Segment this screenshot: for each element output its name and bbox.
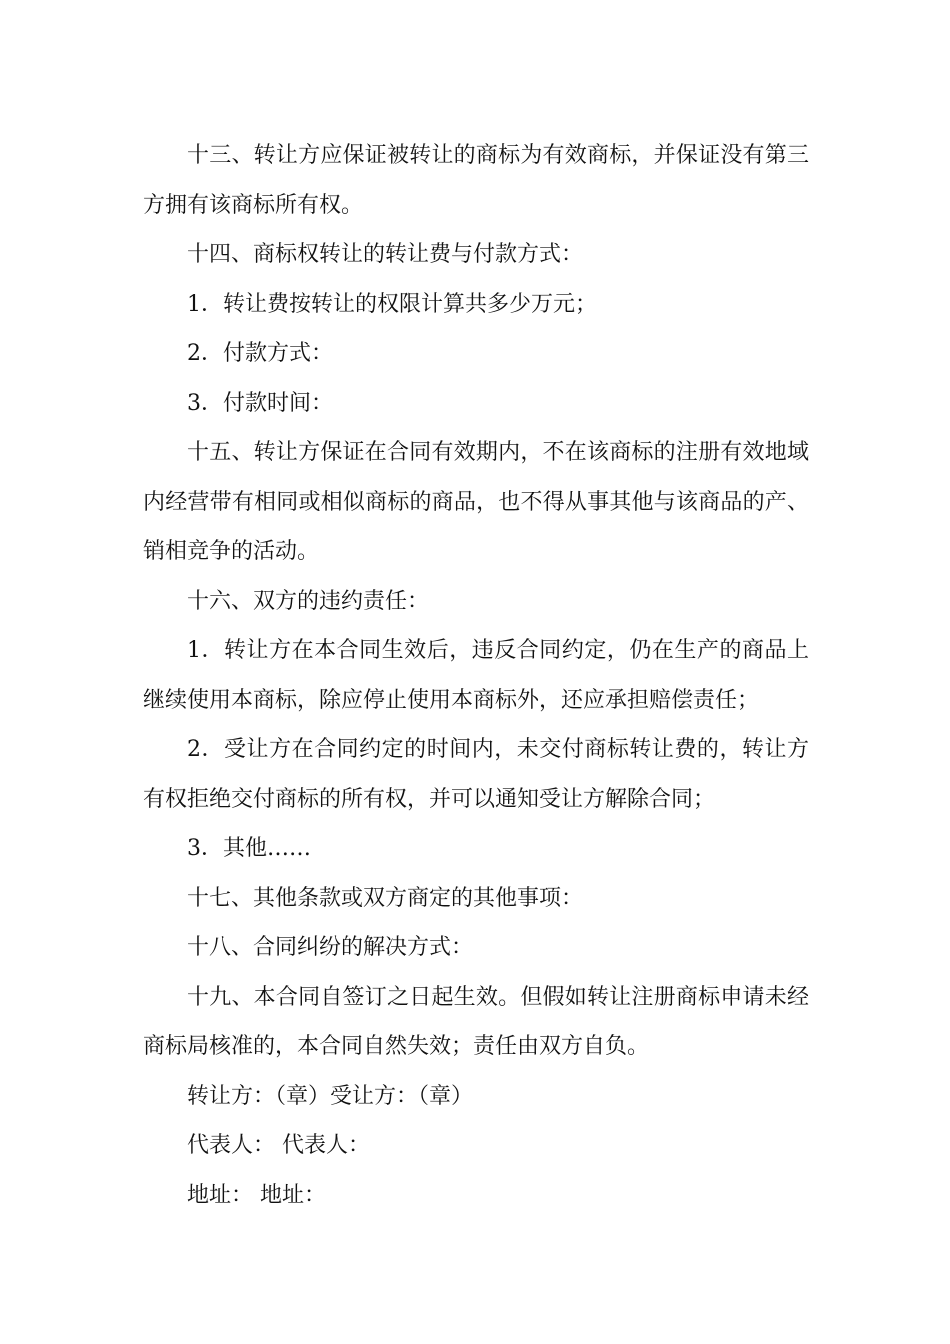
- clause-14-item-1: 1．转让费按转让的权限计算共多少万元；: [187, 291, 597, 317]
- clause-14: 十四、商标权转让的转让费与付款方式：: [187, 242, 584, 267]
- clause-13: 十三、转让方应保证被转让的商标为有效商标，并保证没有第三方拥有该商标所有权。: [143, 143, 809, 218]
- clause-14-item-3: 3．付款时间：: [187, 390, 333, 416]
- document-body: [143, 131, 809, 1220]
- clause-18: 十八、合同纠纷的解决方式：: [187, 935, 474, 960]
- clause-16-item-2: 2．受让方在合同约定的时间内，未交付商标转让费的，转让方有权拒绝交付商标的所有权，并可以通知受让方解除合同；: [143, 737, 809, 812]
- clause-19: 十九、本合同自签订之日起生效。但假如转让注册商标申请未经商标局核准的，本合同自然失效；责任由双方自负。: [143, 984, 809, 1059]
- signature-representatives: 代表人： 代表人：: [187, 1133, 370, 1158]
- clause-16: 十六、双方的违约责任：: [187, 588, 430, 614]
- clause-15: 十五、转让方保证在合同有效期内，不在该商标的注册有效地域内经营带有相同或相似商标的商品，也不得从事其他与该商品的产、销相竞争的活动。: [143, 440, 809, 564]
- clause-16-item-3: 3．其他……: [187, 836, 311, 861]
- signature-addresses: 地址： 地址：: [187, 1182, 326, 1208]
- clause-17: 十七、其他条款或双方商定的其他事项：: [187, 885, 584, 911]
- signature-parties: 转让方：（章）受让方：（章）: [187, 1083, 474, 1109]
- clause-16-item-1: 1．转让方在本合同生效后，违反合同约定，仍在生产的商品上继续使用本商标，除应停止使用本商标外，还应承担赔偿责任；: [143, 638, 809, 713]
- clause-14-item-2: 2．付款方式：: [187, 341, 333, 366]
